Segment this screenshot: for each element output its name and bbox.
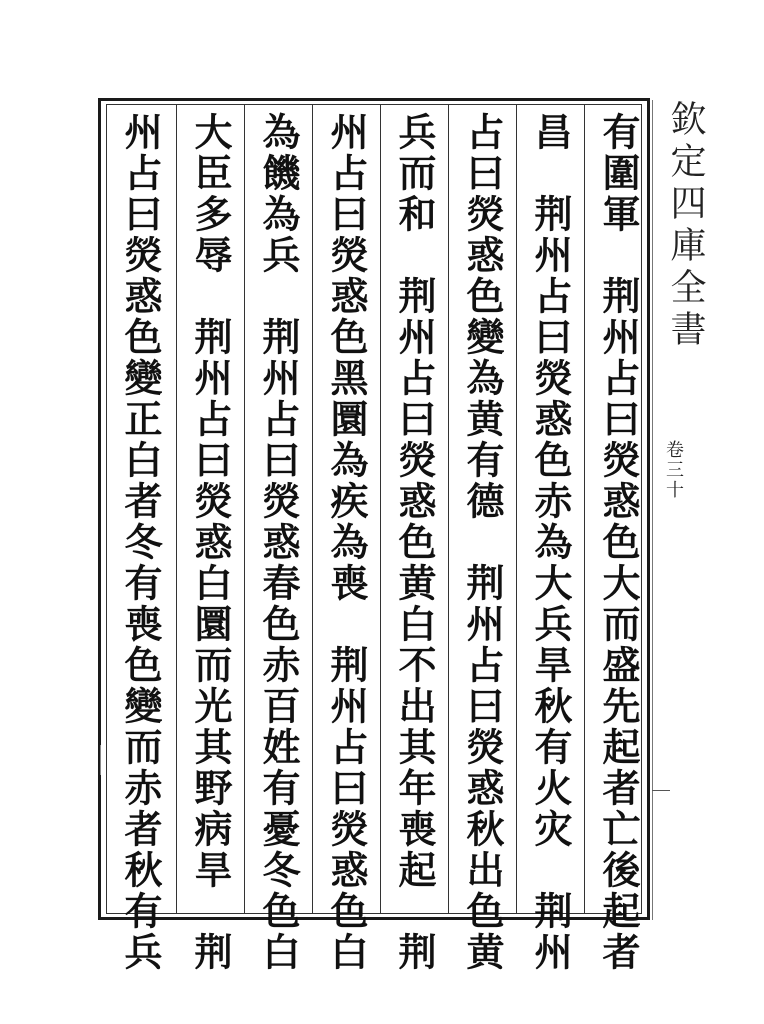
volume-number: 卷三十 bbox=[663, 440, 684, 500]
column-rule bbox=[448, 104, 449, 914]
margin-rule bbox=[652, 100, 653, 920]
column-rule bbox=[516, 104, 517, 914]
text-column-8: 州占曰熒惑色變正白者冬有喪色變而赤者秋有兵 bbox=[118, 112, 163, 973]
book-title: 欽定四庫全書 bbox=[665, 100, 706, 352]
text-column-4: 兵而和 荆州占曰熒惑色黄白不出其年喪起 荆 bbox=[392, 112, 437, 973]
scan-mark bbox=[100, 745, 102, 775]
text-column-6: 為饑為兵 荆州占曰熒惑春色赤百姓有憂冬色白 bbox=[256, 112, 301, 973]
column-rule bbox=[312, 104, 313, 914]
text-column-7: 大臣多辱 荆州占曰熒惑白圜而光其野病旱 荆 bbox=[188, 112, 233, 973]
text-column-3: 占曰熒惑色變為黄有德 荆州占曰熒惑秋出色黄 bbox=[460, 112, 505, 973]
text-column-5: 州占曰熒惑色黑圜為疾為喪 荆州占曰熒惑色白 bbox=[324, 112, 369, 973]
column-rule bbox=[380, 104, 381, 914]
column-rule bbox=[176, 104, 177, 914]
margin-tick bbox=[652, 790, 670, 791]
text-column-2: 昌 荆州占曰熒惑色赤為大兵旱秋有火灾 荆州 bbox=[528, 112, 573, 973]
text-column-1: 有圍軍 荆州占曰熒惑色大而盛先起者亡後起者 bbox=[596, 112, 641, 973]
column-rule bbox=[584, 104, 585, 914]
column-rule bbox=[244, 104, 245, 914]
